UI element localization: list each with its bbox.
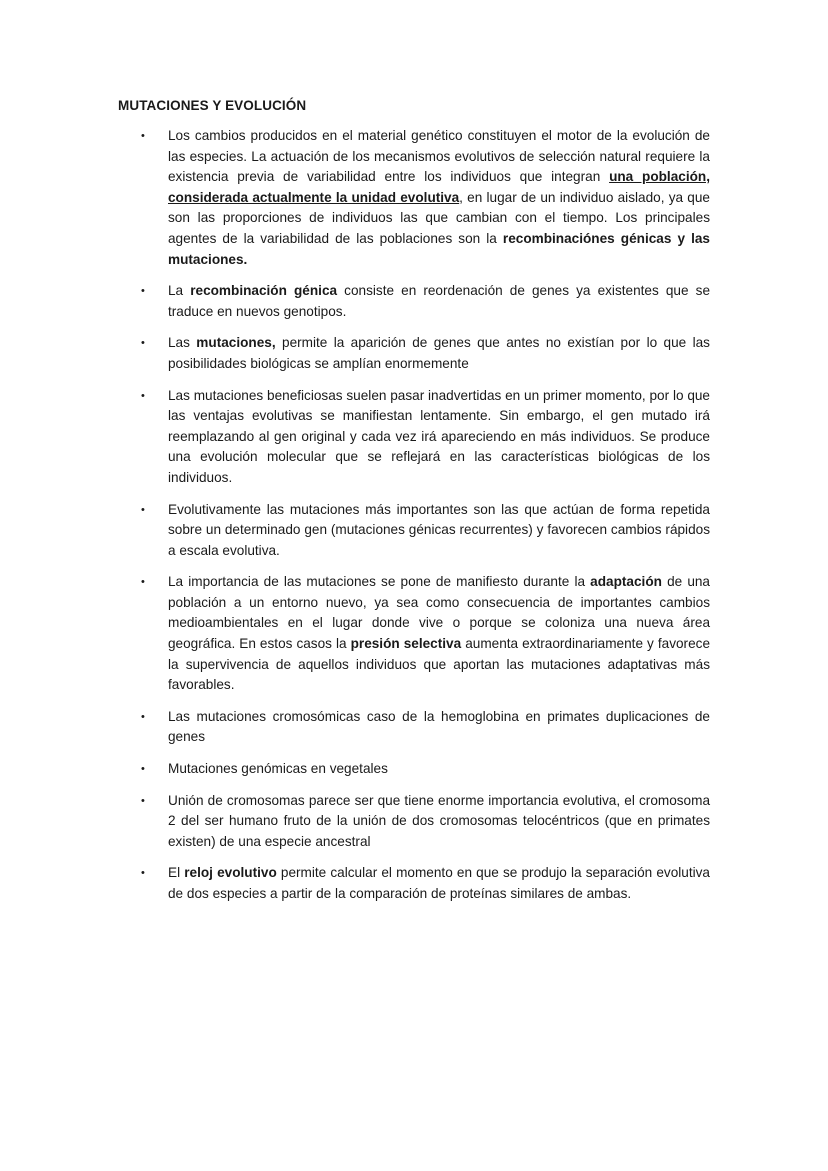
bold-phrase: adaptación — [590, 574, 662, 590]
bullet-icon: • — [141, 337, 145, 350]
document-title: MUTACIONES Y EVOLUCIÓN — [118, 98, 307, 113]
bullet-icon: • — [141, 389, 145, 402]
list-item: • Mutaciones genómicas en vegetales — [118, 759, 710, 780]
bullet-icon: • — [141, 763, 145, 776]
bold-phrase: mutaciones, — [196, 335, 276, 351]
list-item: • Los cambios producidos en el material genético constituyen el motor de la evolución de las especies. La actuación de los mecanismos evolutivos de selección natural requiere la existencia previa de variabilidad entre los individuos que integran una población, considerada actualmente la unidad evolutiva, en lugar de un individuo aislado, ya que son las proporciones de individuos las que cambian con el tiempo. Los principales agentes de la variabilidad de las poblaciones son la recombinaciónes génicas y las mutaciones. — [141, 128, 710, 267]
list-item: • Las mutaciones beneficiosas suelen pasar inadvertidas en un primer momento, por lo que las ventajas evolutivas se manifiestan lentamente. Sin embargo, el gen mutado irá reemplazando al gen original y cada vez irá apareciendo en más individuos. Se produce una evolución molecular que se reflejará en las características biológicas de los individuos. — [141, 387, 710, 485]
list-item: • Unión de cromosomas parece ser que tiene enorme importancia evolutiva, el cromosoma 2 del ser humano fruto de la unión de dos cromosomas telocéntricos (que en primates existen) de una especie ancestral — [141, 792, 710, 849]
bold-phrase: presión selectiva — [350, 636, 462, 652]
list-item: • La importancia de las mutaciones se pone de manifiesto durante la adaptación de una población a un entorno nuevo, ya sea como consecuencia de importantes cambios medioambientales en el lugar donde vive o porque se coloniza una nueva área geográfica. En estos casos la presión selectiva aumenta extraordinariamente y favorece la supervivencia de aquellos individuos que aportan las mutaciones adaptativas más favorables. — [141, 574, 710, 693]
bullet-icon: • — [141, 285, 145, 298]
bullet-icon: • — [141, 710, 145, 723]
bullet-icon: • — [141, 503, 145, 516]
underlined-phrase: una población, considerada actualmente la unidad evolutiva — [168, 169, 710, 205]
bold-phrase: recombinación génica — [190, 283, 338, 299]
bullet-icon: • — [141, 794, 145, 807]
bullet-list — [118, 126, 710, 916]
bullet-icon: • — [141, 867, 145, 880]
list-item: • Las mutaciones, permite la aparición de genes que antes no existían por lo que las posibilidades biológicas se amplían enormemente — [141, 335, 710, 371]
bold-phrase: recombinaciónes génicas y las mutaciones. — [168, 230, 710, 267]
bold-phrase: reloj evolutivo — [184, 865, 277, 881]
bullet-icon: • — [141, 130, 145, 142]
bullet-icon: • — [141, 576, 145, 589]
list-item: • Evolutivamente las mutaciones más importantes son las que actúan de forma repetida sobre un determinado gen (mutaciones génicas recurrentes) y favorecen cambios rápidos a escala evolutiva. — [141, 501, 710, 558]
list-item: • Las mutaciones cromosómicas caso de la hemoglobina en primates duplicaciones de genes — [141, 708, 710, 745]
list-item: • El reloj evolutivo permite calcular el momento en que se produjo la separación evolutiva de dos especies a partir de la comparación de proteínas similares de ambas. — [141, 865, 710, 901]
list-item: • La recombinación génica consiste en reordenación de genes ya existentes que se traduce en nuevos genotipos. — [141, 283, 711, 319]
